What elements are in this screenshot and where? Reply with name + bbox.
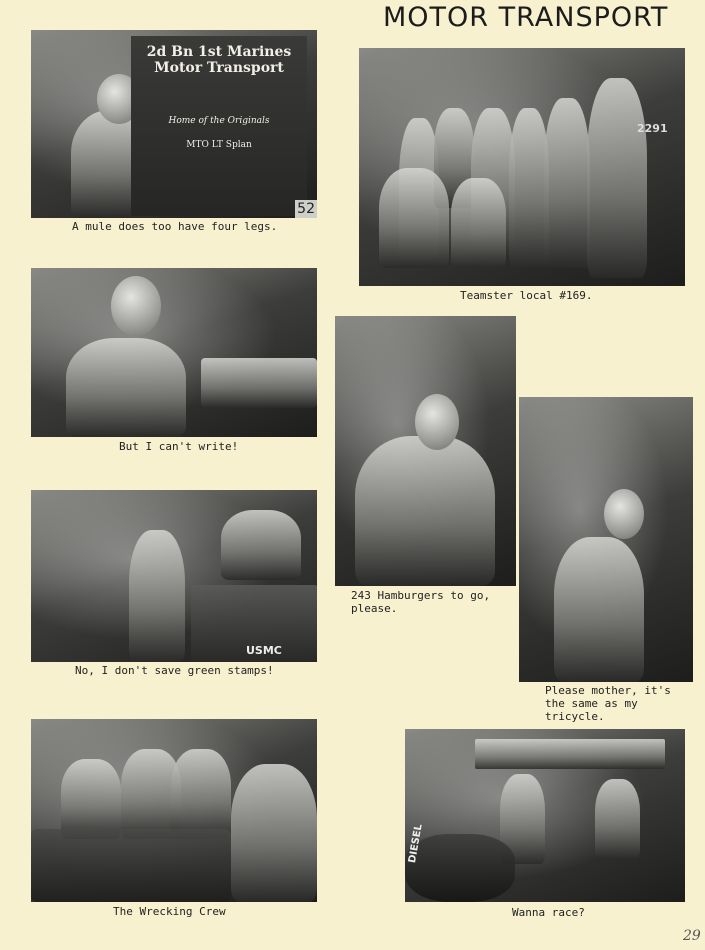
- photo-wanna-race: [405, 729, 685, 902]
- vehicle-plate: USMC: [246, 644, 282, 657]
- photo-caption-tricycle: Please mother, it's the same as my tricycle.: [545, 684, 671, 723]
- photo-tricycle: [519, 397, 693, 682]
- sign-line-2: Motor Transport: [154, 60, 284, 76]
- photo-wrecking-crew: [31, 719, 317, 902]
- page-title: MOTOR TRANSPORT: [383, 2, 669, 33]
- photo-hamburgers: [335, 316, 516, 586]
- sign-line-3: Home of the Originals: [168, 116, 270, 126]
- sign-line-1: 2d Bn 1st Marines: [146, 44, 292, 60]
- page-number: 29: [683, 928, 701, 944]
- photo-caption-cant-write: But I can't write!: [119, 440, 239, 453]
- photo-green-stamps: [31, 490, 317, 662]
- photo-caption-wrecking-crew: The Wrecking Crew: [113, 905, 226, 918]
- photo-caption-mule: A mule does too have four legs.: [72, 220, 278, 233]
- vehicle-lettering: DIESEL: [407, 823, 425, 864]
- vehicle-number: 2291: [637, 122, 668, 135]
- photo-mule: [31, 30, 317, 218]
- photo-caption-hamburgers: 243 Hamburgers to go, please.: [351, 589, 491, 615]
- photo-caption-green-stamps: No, I don't save green stamps!: [75, 664, 274, 677]
- motor-transport-sign: [131, 36, 307, 216]
- photo-cant-write: [31, 268, 317, 437]
- number-tag: 52: [297, 201, 315, 217]
- photo-caption-teamster: Teamster local #169.: [460, 289, 593, 302]
- sign-line-4: MTO LT Splan: [186, 140, 252, 150]
- photo-teamster: [359, 48, 685, 286]
- photo-caption-wanna-race: Wanna race?: [512, 906, 585, 919]
